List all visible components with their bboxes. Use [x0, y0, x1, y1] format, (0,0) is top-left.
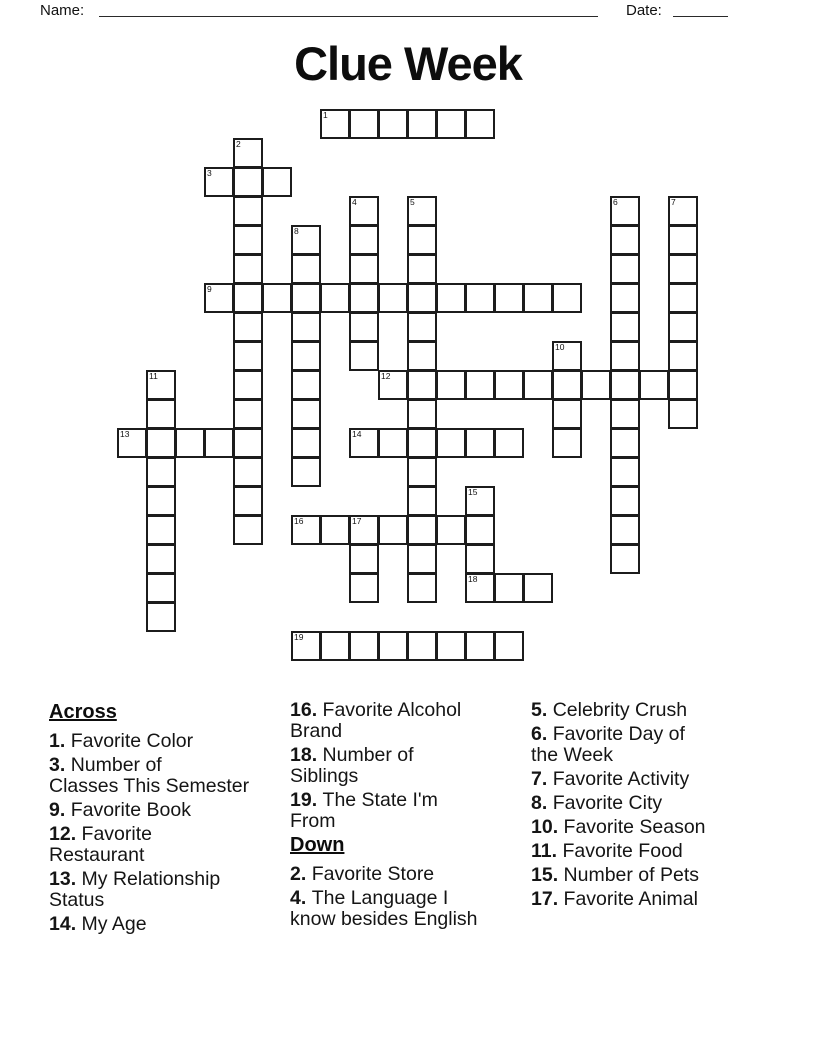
clue-item: [49, 824, 289, 866]
cell-number: 11: [149, 371, 158, 381]
grid-cell[interactable]: [407, 515, 437, 545]
grid-cell[interactable]: [291, 457, 321, 487]
grid-cell[interactable]: [146, 486, 176, 516]
clue-text-line: 16. Favorite Alcohol: [290, 699, 462, 721]
grid-cell[interactable]: [146, 602, 176, 632]
grid-cell[interactable]: [233, 486, 263, 516]
clue-number: 6.: [531, 723, 553, 745]
clue-item: [531, 724, 771, 766]
clue-text-line: Status: [49, 889, 105, 911]
clue-item: [290, 700, 530, 742]
grid-cell[interactable]: [494, 283, 524, 313]
grid-cell[interactable]: [436, 515, 466, 545]
clue-text-line: 12. Favorite: [49, 823, 152, 845]
clue-text-line: the Week: [531, 744, 614, 766]
grid-cell[interactable]: [146, 573, 176, 603]
grid-cell[interactable]: [378, 109, 408, 139]
grid-cell[interactable]: [610, 341, 640, 371]
grid-cell[interactable]: [552, 399, 582, 429]
grid-cell[interactable]: [552, 341, 582, 371]
grid-cell[interactable]: [610, 428, 640, 458]
clue-number: 10.: [531, 816, 564, 838]
grid-cell[interactable]: [494, 370, 524, 400]
grid-cell[interactable]: [146, 428, 176, 458]
clue-column-middle: [290, 700, 530, 933]
grid-cell[interactable]: [233, 138, 263, 168]
cell-number: 9: [207, 284, 212, 294]
grid-cell[interactable]: [436, 428, 466, 458]
grid-cell[interactable]: [233, 341, 263, 371]
cell-number: 12: [381, 371, 391, 381]
clue-text-line: 11. Favorite Food: [531, 840, 683, 862]
grid-cell[interactable]: [552, 283, 582, 313]
grid-cell[interactable]: [349, 428, 379, 458]
clue-text-line: Restaurant: [49, 844, 145, 866]
grid-cell[interactable]: [407, 109, 437, 139]
grid-cell[interactable]: [465, 283, 495, 313]
grid-cell[interactable]: [610, 515, 640, 545]
grid-cell[interactable]: [320, 515, 350, 545]
grid-cell[interactable]: [465, 370, 495, 400]
grid-cell[interactable]: [291, 515, 321, 545]
grid-cell[interactable]: [436, 370, 466, 400]
grid-cell[interactable]: [117, 428, 147, 458]
grid-cell[interactable]: [610, 254, 640, 284]
grid-cell[interactable]: [291, 225, 321, 255]
grid-cell[interactable]: [233, 196, 263, 226]
cell-number: 16: [294, 516, 304, 526]
grid-cell[interactable]: [436, 283, 466, 313]
grid-cell[interactable]: [610, 312, 640, 342]
clue-text-line: 19. The State I'm: [290, 789, 438, 811]
grid-cell[interactable]: [407, 225, 437, 255]
grid-cell[interactable]: [320, 631, 350, 661]
clue-item: [49, 731, 289, 752]
grid-cell[interactable]: [668, 341, 698, 371]
clue-number: 12.: [49, 823, 82, 845]
grid-cell[interactable]: [407, 370, 437, 400]
grid-cell[interactable]: [233, 399, 263, 429]
clue-number: 4.: [290, 887, 312, 909]
page-title: Clue Week: [294, 37, 522, 90]
grid-cell[interactable]: [523, 573, 553, 603]
grid-cell[interactable]: [407, 486, 437, 516]
clue-text-line: 5. Celebrity Crush: [531, 699, 688, 721]
grid-cell[interactable]: [465, 515, 495, 545]
grid-cell[interactable]: [291, 283, 321, 313]
grid-cell[interactable]: [668, 399, 698, 429]
grid-cell[interactable]: [146, 457, 176, 487]
grid-cell[interactable]: [291, 370, 321, 400]
grid-cell[interactable]: [610, 225, 640, 255]
grid-cell[interactable]: [581, 370, 611, 400]
grid-cell[interactable]: [668, 283, 698, 313]
grid-cell[interactable]: [407, 254, 437, 284]
grid-cell[interactable]: [610, 544, 640, 574]
grid-cell[interactable]: [146, 544, 176, 574]
grid-cell[interactable]: [668, 254, 698, 284]
grid-cell[interactable]: [233, 457, 263, 487]
date-label: Date:: [626, 2, 662, 19]
grid-cell[interactable]: [291, 631, 321, 661]
clue-item: [49, 800, 289, 821]
clue-item: [290, 864, 530, 885]
grid-cell[interactable]: [204, 283, 234, 313]
clue-number: 2.: [290, 863, 312, 885]
cell-number: 4: [352, 197, 357, 207]
grid-cell[interactable]: [407, 399, 437, 429]
grid-cell[interactable]: [349, 225, 379, 255]
clue-item: [531, 700, 771, 721]
clue-text-line: 18. Number of: [290, 744, 414, 766]
clue-item: [290, 745, 530, 787]
cell-number: 18: [468, 574, 478, 584]
grid-cell[interactable]: [204, 428, 234, 458]
grid-cell[interactable]: [610, 370, 640, 400]
grid-cell[interactable]: [146, 399, 176, 429]
cell-number: 7: [671, 197, 676, 207]
grid-cell[interactable]: [349, 254, 379, 284]
grid-cell[interactable]: [436, 109, 466, 139]
grid-cell[interactable]: [349, 312, 379, 342]
grid-cell[interactable]: [349, 573, 379, 603]
grid-cell[interactable]: [610, 457, 640, 487]
grid-cell[interactable]: [436, 631, 466, 661]
clue-text-line: Classes This Semester: [49, 775, 250, 797]
grid-cell[interactable]: [407, 428, 437, 458]
cell-number: 19: [294, 632, 304, 642]
grid-cell[interactable]: [320, 283, 350, 313]
clue-number: 15.: [531, 864, 564, 886]
grid-cell[interactable]: [639, 370, 669, 400]
grid-cell[interactable]: [407, 573, 437, 603]
clue-item: [531, 817, 771, 838]
cell-number: 14: [352, 429, 362, 439]
grid-cell[interactable]: [378, 370, 408, 400]
cell-number: 2: [236, 139, 241, 149]
clue-list-heading: Across: [49, 701, 117, 723]
grid-cell[interactable]: [262, 283, 292, 313]
cell-number: 8: [294, 226, 299, 236]
grid-cell[interactable]: [291, 254, 321, 284]
clue-column-down: [531, 700, 771, 913]
clue-item: [531, 865, 771, 886]
grid-cell[interactable]: [465, 486, 495, 516]
clue-number: 19.: [290, 789, 323, 811]
clue-item: [290, 888, 530, 930]
grid-cell[interactable]: [291, 399, 321, 429]
cell-number: 15: [468, 487, 478, 497]
clue-item: [290, 790, 530, 832]
grid-cell[interactable]: [552, 370, 582, 400]
grid-cell[interactable]: [349, 544, 379, 574]
clue-number: 13.: [49, 868, 82, 890]
grid-cell[interactable]: [378, 428, 408, 458]
clue-number: 8.: [531, 792, 553, 814]
grid-cell[interactable]: [407, 544, 437, 574]
grid-cell[interactable]: [146, 515, 176, 545]
clue-number: 14.: [49, 913, 82, 935]
grid-cell[interactable]: [494, 631, 524, 661]
grid-cell[interactable]: [465, 573, 495, 603]
cell-number: 6: [613, 197, 618, 207]
grid-cell[interactable]: [233, 254, 263, 284]
grid-cell[interactable]: [291, 341, 321, 371]
grid-cell[interactable]: [291, 428, 321, 458]
clue-text-line: 7. Favorite Activity: [531, 768, 690, 790]
grid-cell[interactable]: [349, 341, 379, 371]
clue-column-across: [49, 700, 289, 938]
cell-number: 5: [410, 197, 415, 207]
grid-cell[interactable]: [465, 428, 495, 458]
cell-number: 10: [555, 342, 565, 352]
grid-cell[interactable]: [407, 631, 437, 661]
clue-item: [531, 793, 771, 814]
clue-text-line: Siblings: [290, 765, 359, 787]
grid-cell[interactable]: [320, 109, 350, 139]
clue-item: [49, 755, 289, 797]
clue-number: 17.: [531, 888, 564, 910]
grid-cell[interactable]: [668, 312, 698, 342]
grid-cell[interactable]: [233, 312, 263, 342]
clue-text-line: 13. My Relationship: [49, 868, 221, 890]
clue-text-line: 9. Favorite Book: [49, 799, 191, 821]
grid-cell[interactable]: [378, 283, 408, 313]
grid-cell[interactable]: [610, 486, 640, 516]
grid-cell[interactable]: [204, 167, 234, 197]
clue-number: 5.: [531, 699, 553, 721]
name-label: Name:: [40, 2, 85, 19]
cell-number: 3: [207, 168, 212, 178]
grid-cell[interactable]: [349, 515, 379, 545]
cell-number: 1: [323, 110, 328, 120]
grid-cell[interactable]: [349, 109, 379, 139]
grid-cell[interactable]: [291, 312, 321, 342]
cell-number: 17: [352, 516, 362, 526]
grid-cell[interactable]: [668, 225, 698, 255]
grid-cell[interactable]: [378, 515, 408, 545]
clue-text-line: know besides English: [290, 908, 478, 930]
grid-cell[interactable]: [233, 515, 263, 545]
grid-cell[interactable]: [407, 457, 437, 487]
grid-cell[interactable]: [378, 631, 408, 661]
clue-text-line: 10. Favorite Season: [531, 816, 706, 838]
grid-cell[interactable]: [233, 283, 263, 313]
grid-cell[interactable]: [349, 283, 379, 313]
grid-cell[interactable]: [175, 428, 205, 458]
grid-cell[interactable]: [610, 283, 640, 313]
grid-cell[interactable]: [668, 370, 698, 400]
grid-cell[interactable]: [233, 428, 263, 458]
clue-text-line: 1. Favorite Color: [49, 730, 194, 752]
clue-number: 1.: [49, 730, 71, 752]
grid-cell[interactable]: [610, 399, 640, 429]
grid-cell[interactable]: [146, 370, 176, 400]
grid-cell[interactable]: [407, 312, 437, 342]
clue-text-line: 15. Number of Pets: [531, 864, 700, 886]
grid-cell[interactable]: [668, 196, 698, 226]
grid-cell[interactable]: [465, 544, 495, 574]
grid-cell[interactable]: [494, 428, 524, 458]
grid-cell[interactable]: [523, 370, 553, 400]
clue-text-line: 2. Favorite Store: [290, 863, 435, 885]
clue-item: [531, 841, 771, 862]
grid-cell[interactable]: [610, 196, 640, 226]
grid-cell[interactable]: [262, 167, 292, 197]
grid-cell[interactable]: [233, 225, 263, 255]
grid-cell[interactable]: [494, 573, 524, 603]
clue-number: 16.: [290, 699, 323, 721]
grid-cell[interactable]: [407, 283, 437, 313]
clue-number: 3.: [49, 754, 71, 776]
clue-list-heading: Down: [290, 834, 345, 856]
clue-number: 7.: [531, 768, 553, 790]
clue-text-line: 4. The Language I: [290, 887, 449, 909]
clue-text-line: 17. Favorite Animal: [531, 888, 698, 910]
clue-item: [49, 914, 289, 935]
clue-text-line: 14. My Age: [49, 913, 147, 935]
grid-cell[interactable]: [233, 370, 263, 400]
grid-cell[interactable]: [407, 341, 437, 371]
cell-number: 13: [120, 429, 130, 439]
clue-text-line: 3. Number of: [49, 754, 162, 776]
clue-text-line: 6. Favorite Day of: [531, 723, 685, 745]
clue-text-line: Brand: [290, 720, 343, 742]
clue-number: 9.: [49, 799, 71, 821]
clue-item: [531, 889, 771, 910]
grid-cell[interactable]: [233, 167, 263, 197]
grid-cell[interactable]: [349, 196, 379, 226]
grid-cell[interactable]: [465, 631, 495, 661]
clue-text-line: 8. Favorite City: [531, 792, 663, 814]
grid-cell[interactable]: [465, 109, 495, 139]
grid-cell[interactable]: [552, 428, 582, 458]
clue-number: 11.: [531, 840, 563, 862]
grid-cell[interactable]: [523, 283, 553, 313]
clue-item: [531, 769, 771, 790]
grid-cell[interactable]: [349, 631, 379, 661]
clue-item: [49, 869, 289, 911]
clue-text-line: From: [290, 810, 336, 832]
grid-cell[interactable]: [407, 196, 437, 226]
clue-number: 18.: [290, 744, 323, 766]
